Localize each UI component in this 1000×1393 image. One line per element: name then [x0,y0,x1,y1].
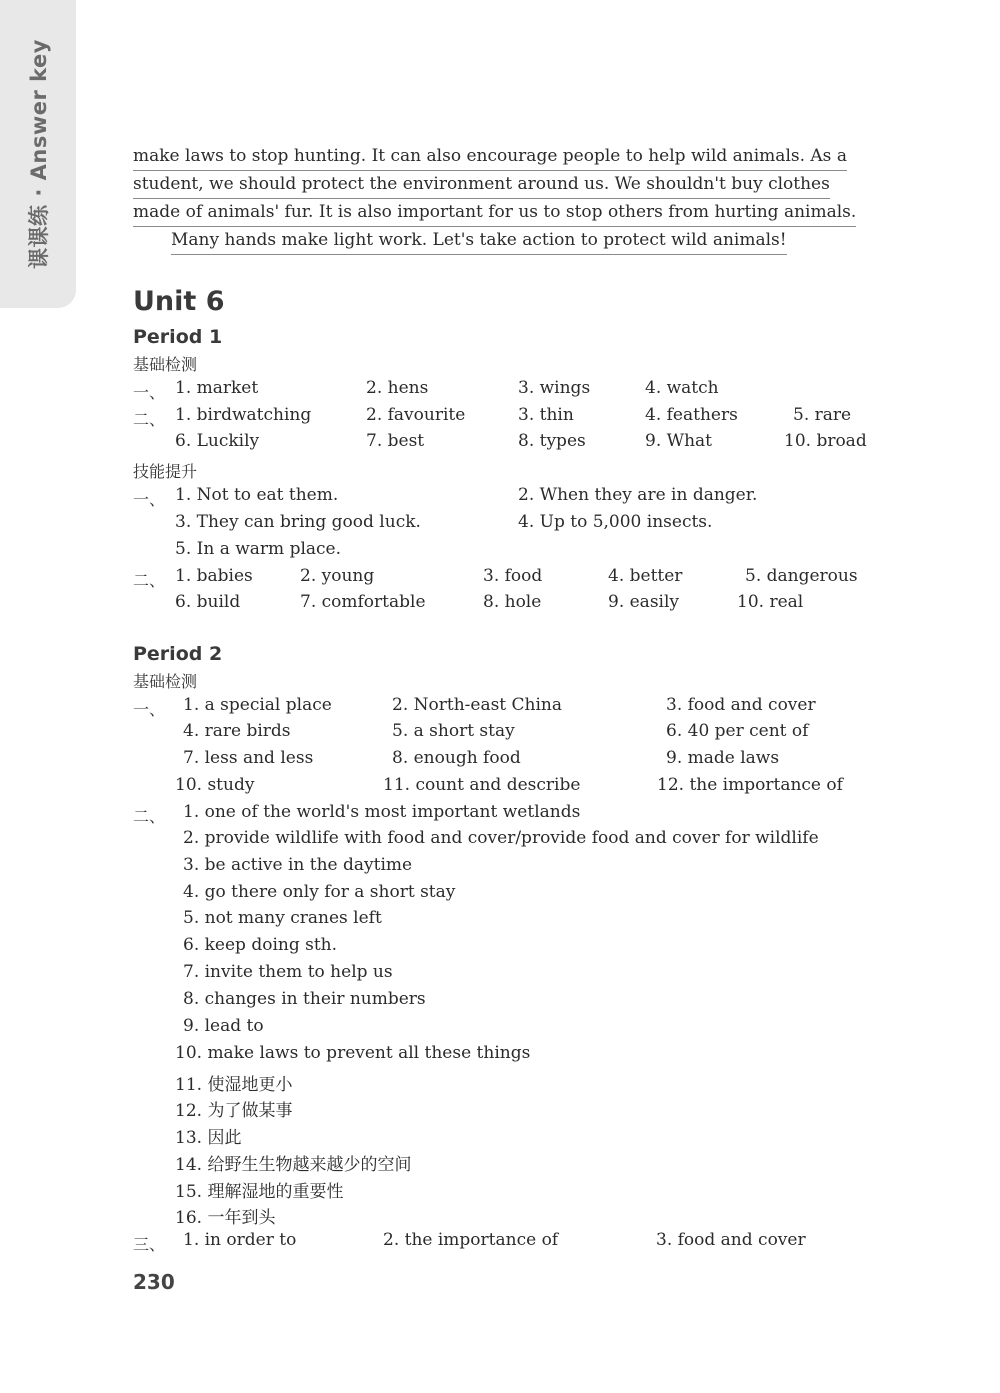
answer-item: 4. go there only for a short stay [183,882,456,902]
answer-item: 12. the importance of [657,775,843,795]
answer-item: 3. be active in the daytime [183,855,413,875]
period-2-basic-heading: 基础检测 [133,672,198,691]
answer-item: 5. dangerous [745,566,858,586]
answer-item: 11. count and describe [383,775,581,795]
answer-item: 9. easily [608,592,680,612]
answer-item: 1. a special place [183,695,332,715]
section-marker: 二、 [133,571,166,590]
answer-item: 6. build [175,592,241,612]
answer-item: 7. less and less [183,748,314,768]
answer-item: 1. market [175,378,259,398]
answer-item: 5. rare [793,405,852,425]
answer-item: 6. 40 per cent of [666,721,809,741]
answer-item: 3. They can bring good luck. [175,512,421,532]
period-1-basic-heading: 基础检测 [133,355,198,374]
answer-item: 1. one of the world's most important wetlands [183,802,581,822]
answer-item: 16. 一年到头 [175,1208,276,1228]
essay-line: made of animals' fur. It is also important for us to stop others from hurting animals. [133,200,856,227]
answer-item: 9. What [645,431,713,451]
answer-item: 9. lead to [183,1016,264,1036]
answer-item: 1. birdwatching [175,405,312,425]
answer-item: 5. a short stay [392,721,515,741]
essay-text [133,144,873,256]
answer-item: 4. Up to 5,000 insects. [518,512,713,532]
answer-item: 1. Not to eat them. [175,485,339,505]
answer-item: 4. rare birds [183,721,291,741]
answer-item: 8. hole [483,592,542,612]
answer-item: 8. types [518,431,586,451]
answer-item: 2. hens [366,378,429,398]
answer-item: 4. feathers [645,405,738,425]
answer-item: 10. study [175,775,255,795]
answer-item: 6. keep doing sth. [183,935,338,955]
section-marker: 三、 [133,1235,166,1254]
page-number: 230 [133,1270,175,1294]
answer-item: 2. North-east China [392,695,563,715]
essay-line: make laws to stop hunting. It can also encourage people to help wild animals. As a [133,144,847,171]
answer-item: 6. Luckily [175,431,260,451]
answer-item: 15. 理解湿地的重要性 [175,1182,344,1202]
answer-item: 9. made laws [666,748,780,768]
period-2-title: Period 2 [133,643,223,665]
answer-item: 8. enough food [392,748,521,768]
section-marker: 一、 [133,490,166,509]
answer-item: 12. 为了做某事 [175,1101,293,1121]
answer-item: 5. not many cranes left [183,908,382,928]
answer-item: 2. provide wildlife with food and cover/provide food and cover for wildlife [183,828,819,848]
section-marker: 一、 [133,700,166,719]
answer-item: 8. changes in their numbers [183,989,426,1009]
section-marker: 二、 [133,410,166,429]
answer-item: 10. broad [784,431,867,451]
answer-item: 4. better [608,566,683,586]
answer-item: 10. real [737,592,804,612]
answer-item: 7. best [366,431,425,451]
answer-item: 1. in order to [183,1230,297,1250]
answer-item: 3. food and cover [666,695,816,715]
essay-line: Many hands make light work. Let's take action to protect wild animals! [171,228,787,255]
answer-item: 7. invite them to help us [183,962,393,982]
answer-item: 2. the importance of [383,1230,559,1250]
answer-item: 13. 因此 [175,1128,242,1148]
side-label: 课课练 · Answer key [27,39,51,269]
answer-item: 1. babies [175,566,253,586]
answer-item: 14. 给野生生物越来越少的空间 [175,1155,412,1175]
answer-item: 7. comfortable [300,592,426,612]
answer-item: 10. make laws to prevent all these things [175,1043,531,1063]
side-tab [0,0,76,308]
answer-item: 3. food [483,566,543,586]
answer-item: 5. In a warm place. [175,539,342,559]
answer-item: 3. wings [518,378,591,398]
answer-item: 2. young [300,566,375,586]
answer-item: 3. food and cover [656,1230,806,1250]
answer-item: 2. When they are in danger. [518,485,758,505]
answer-item: 2. favourite [366,405,466,425]
answer-item: 4. watch [645,378,719,398]
answer-item: 11. 使湿地更小 [175,1075,293,1095]
answer-item: 3. thin [518,405,574,425]
period-1-title: Period 1 [133,326,223,348]
essay-line: student, we should protect the environment around us. We shouldn't buy clothes [133,172,830,199]
section-marker: 一、 [133,383,166,402]
unit-title: Unit 6 [133,286,225,317]
period-1-skill-heading: 技能提升 [133,462,198,481]
section-marker: 二、 [133,807,166,826]
